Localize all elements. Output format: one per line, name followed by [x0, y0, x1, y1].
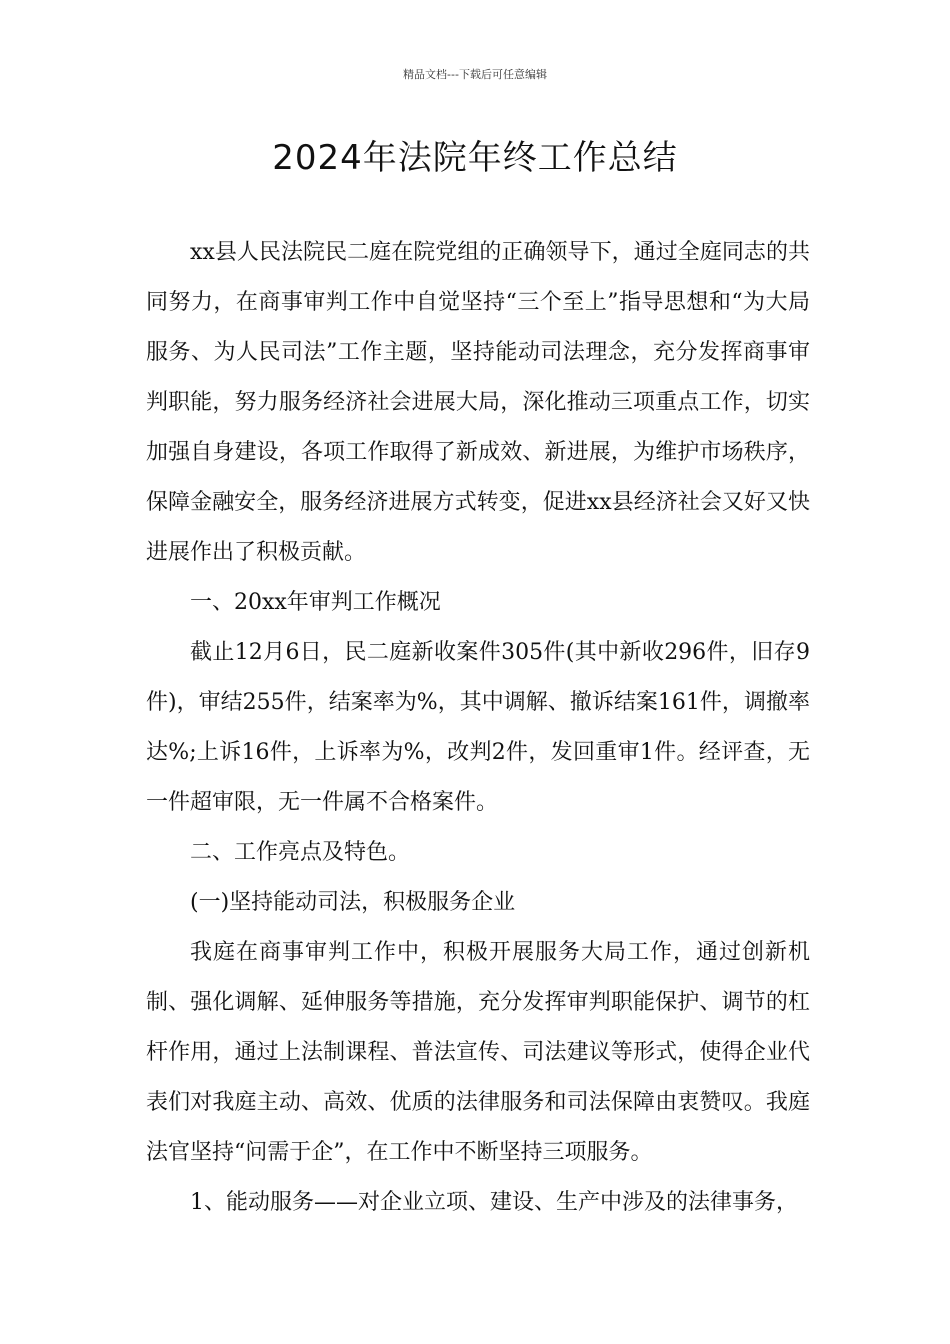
subsection-heading-serve-enterprises: (一)坚持能动司法，积极服务企业: [190, 890, 516, 915]
paragraph-service-measures: 我庭在商事审判工作中，积极开展服务大局工作，通过创新机制、强化调解、延伸服务等措施，充分发挥审判职能保护、调节的杠杆作用，通过上法制课程、普法宣传、司法建议等形式，使得企业代表们对我庭主动、高效、优质的法律服务和司法保障由衷赞叹。我庭法官坚持“问需于企”，在工作中不断坚持三项服务。: [146, 940, 810, 1165]
header-note: 精品文档---下载后可任意编辑: [403, 68, 547, 81]
section-heading-highlights: 二、工作亮点及特色。: [190, 840, 411, 865]
paragraph-case-statistics: 截止12月6日，民二庭新收案件305件(其中新收296件，旧存9件)，审结255件，结案率为%，其中调解、撤诉结案161件，调撤率达%;上诉16件，上诉率为%，改判2件，发回重审1件。经评查，无一件超审限，无一件属不合格案件。: [146, 640, 810, 815]
section-heading-overview: 一、20xx年审判工作概况: [190, 590, 441, 615]
paragraph-intro: xx县人民法院民二庭在院党组的正确领导下，通过全庭同志的共同努力，在商事审判工作中自觉坚持“三个至上”指导思想和“为大局服务、为人民司法”工作主题，坚持能动司法理念，充分发挥商事审判职能，努力服务经济社会进展大局，深化推动三项重点工作，切实加强自身建设，各项工作取得了新成效、新进展，为维护市场秩序，保障金融安全，服务经济进展方式转变，促进xx县经济社会又好又快进展作出了积极贡献。: [146, 240, 810, 565]
list-item-proactive-service: 1、能动服务——对企业立项、建设、生产中涉及的法律事务，: [190, 1190, 798, 1215]
document-body: [146, 228, 810, 1228]
document-title: 2024年法院年终工作总结: [272, 138, 678, 178]
